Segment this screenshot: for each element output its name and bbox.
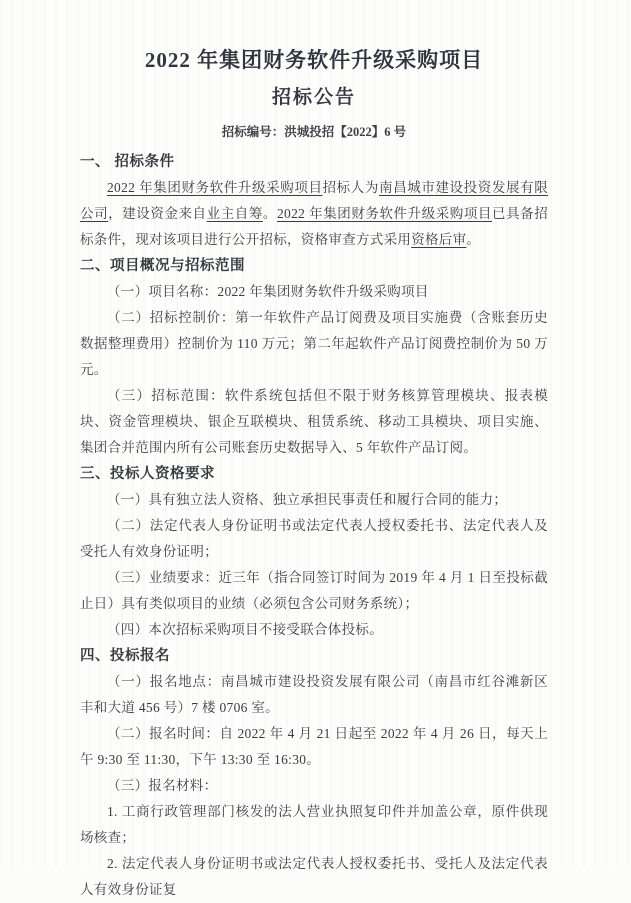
text-run: 。	[466, 232, 481, 247]
paragraph	[80, 383, 548, 461]
text-run: 已具备招标条件，现对该项目进行公开招标，资格审查方式采用	[80, 206, 549, 247]
document-title: 2022 年集团财务软件升级采购项目	[144, 48, 484, 72]
text-run: （二）报名时间：自 2022 年 4 月 21 日起至 2022 年 4 月 26 日，每天上午 9:30 至 11:30，下午 13:30 至 16:30。	[80, 726, 548, 767]
paragraph	[80, 799, 548, 851]
paragraph	[80, 487, 548, 513]
text-run: （二）法定代表人身份证明书或法定代表人授权委托书、法定代表人及受托人有效身份证明；	[80, 518, 548, 559]
text-run: ，建设资金来自	[108, 206, 207, 221]
paragraph	[80, 669, 548, 721]
paragraph	[80, 773, 548, 799]
section-heading: 三、投标人资格要求	[80, 466, 215, 482]
text-run: （一）具有独立法人资格、独立承担民事责任和履行合同的能力；	[107, 492, 508, 507]
document-subtitle: 招标公告	[271, 87, 356, 108]
text-run: （一）项目名称：2022 年集团财务软件升级采购项目	[107, 284, 429, 299]
section-heading: 二、项目概况与招标范围	[80, 258, 245, 274]
text-run: （三）业绩要求：近三年（指合同签订时间为 2019 年 4 月 1 日至投标截止日）具有类似项目的业绩（必须包含公司财务系统）；	[80, 570, 548, 611]
text-run: （三）报名材料：	[107, 778, 218, 793]
underlined-text-run: 南昌城市建设投资发展有限公司	[80, 180, 548, 221]
text-run: 1. 工商行政管理部门核发的法人营业执照复印件并加盖公章，原件供现场核查；	[80, 804, 548, 845]
paragraph	[80, 721, 548, 773]
section-heading: 一、 招标条件	[80, 154, 175, 170]
tender-number: 招标编号：洪城投招【2022】6 号	[221, 125, 407, 139]
underlined-text-run: 资格后审	[411, 232, 467, 247]
text-run: （四）本次招标采购项目不接受联合体投标。	[107, 622, 383, 637]
section-heading: 四、投标报名	[80, 648, 170, 664]
paragraph	[80, 305, 548, 383]
text-run: 招标人为	[322, 180, 380, 195]
text-run: 。	[262, 206, 277, 221]
underlined-text-run: 2022 年集团财务软件升级采购项目	[107, 180, 323, 195]
paragraph	[80, 279, 548, 305]
paragraph	[80, 617, 548, 643]
paragraph	[80, 175, 548, 253]
underlined-text-run: 2022 年集团财务软件升级采购项目	[276, 206, 492, 221]
text-run: （二）招标控制价：第一年软件产品订阅费及项目实施费（含账套历史数据整理费用）控制价为 110 万元；第二年起软件产品订阅费控制价为 50 万元。	[80, 310, 548, 377]
text-run: 2. 法定代表人身份证明书或法定代表人授权委托书、受托人及法定代表人有效身份证复	[80, 856, 548, 897]
paragraph	[80, 851, 548, 903]
paragraph	[80, 565, 548, 617]
text-run: （三）招标范围：软件系统包括但不限于财务核算管理模块、报表模块、资金管理模块、银企互联模块、租赁系统、移动工具模块、项目实施、集团合并范围内所有公司账套历史数据导入、5 年软件产品订阅。	[80, 388, 548, 455]
paragraph	[80, 513, 548, 565]
document-body	[80, 149, 548, 903]
text-run: （一）报名地点：南昌城市建设投资发展有限公司（南昌市红谷滩新区丰和大道 456 号）7 楼 0706 室。	[80, 674, 548, 715]
underlined-text-run: 业主自筹	[206, 206, 263, 221]
